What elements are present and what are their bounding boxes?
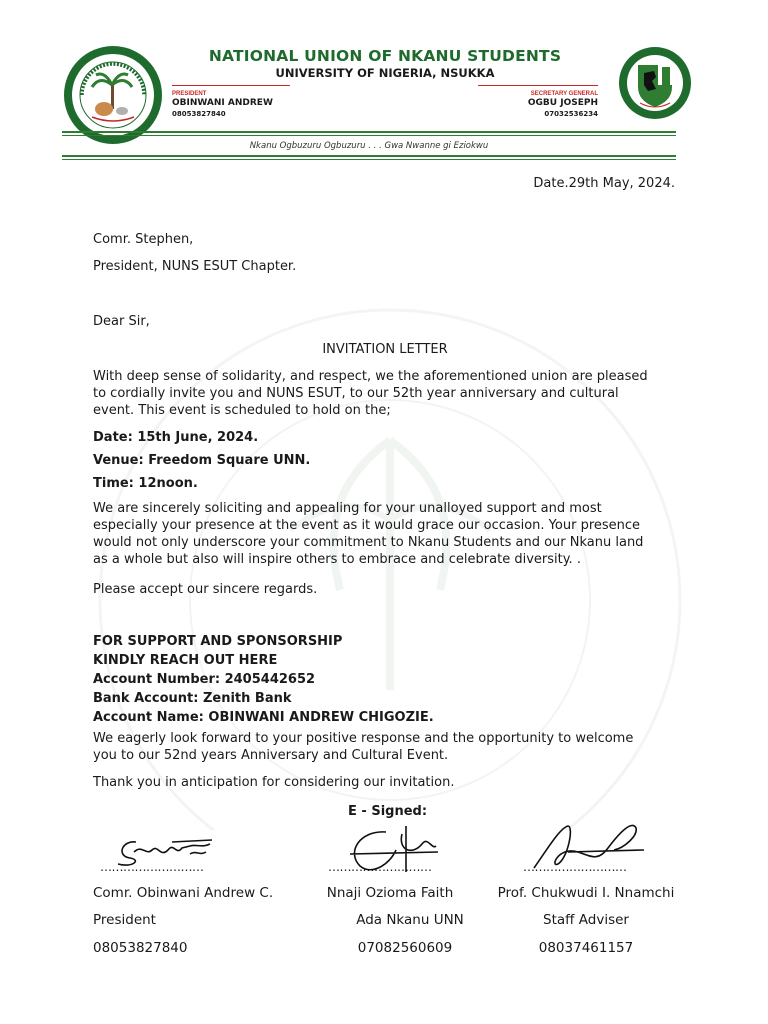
closing-line: you to our 52nd years Anniversary and Cultural Event. xyxy=(93,748,449,763)
university-logo-icon xyxy=(618,43,692,123)
recipient-title: President, NUNS ESUT Chapter. xyxy=(93,259,297,274)
president-signature xyxy=(112,832,222,872)
support-line: KINDLY REACH OUT HERE xyxy=(93,653,278,668)
appeal-line: would not only underscore your commitment to Nkanu Students and our Nkanu land xyxy=(93,535,644,550)
signatory-role: Staff Adviser xyxy=(543,912,629,928)
signatory-name: Nnaji Ozioma Faith xyxy=(326,885,454,901)
adviser-signature xyxy=(528,818,648,878)
header-rule-bottom-thin xyxy=(62,159,676,160)
appeal-line: especially your presence at the event as it would grace our occasion. Your presence xyxy=(93,518,641,533)
intro-paragraph xyxy=(93,368,683,419)
secretary-label: SECRETARY GENERAL xyxy=(530,91,598,97)
ada-signature xyxy=(340,820,440,880)
president-label: PRESIDENT xyxy=(172,91,207,97)
president-phone: 08053827840 xyxy=(172,110,226,118)
letter-date: Date.29th May, 2024. xyxy=(533,176,675,191)
union-motto: Nkanu Ogbuzuru Ogbuzuru . . . Gwa Nwanne gi Eziokwu xyxy=(249,141,489,151)
header-rule-top xyxy=(62,131,676,133)
university-name: UNIVERSITY OF NIGERIA, NSUKKA xyxy=(275,66,495,80)
intro-line: to cordially invite you and NUNS ESUT, to our 52th year anniversary and cultural xyxy=(93,386,619,401)
recipient-name: Comr. Stephen, xyxy=(93,232,194,247)
intro-line: With deep sense of solidarity, and respect, we the aforementioned union are pleased xyxy=(93,369,648,384)
signatory-phone: 08037461157 xyxy=(538,940,634,956)
secretary-phone: 07032536234 xyxy=(544,110,598,118)
bank-name: Bank Account: Zenith Bank xyxy=(93,691,292,706)
regards-line: Please accept our sincere regards. xyxy=(93,582,318,597)
president-divider xyxy=(172,85,290,86)
e-signed-label: E - Signed: xyxy=(348,804,428,819)
president-name: OBINWANI ANDREW xyxy=(172,98,273,108)
appeal-paragraph xyxy=(93,500,683,568)
signatory-name: Prof. Chukwudi I. Nnamchi xyxy=(497,885,675,901)
signature-line-president: ……………………… xyxy=(100,860,204,874)
account-name: Account Name: OBINWANI ANDREW CHIGOZIE. xyxy=(93,710,434,725)
salutation: Dear Sir, xyxy=(93,314,150,329)
letter-title: INVITATION LETTER xyxy=(322,342,448,357)
header-rule-top-thin xyxy=(62,135,676,136)
closing-paragraph xyxy=(93,730,683,764)
signatory-role: Ada Nkanu UNN xyxy=(356,912,464,928)
event-date: Date: 15th June, 2024. xyxy=(93,430,259,445)
signatory-phone: 07082560609 xyxy=(357,940,453,956)
closing-line: We eagerly look forward to your positive response and the opportunity to welcome xyxy=(93,731,634,746)
appeal-line: We are sincerely soliciting and appealing for your unalloyed support and most xyxy=(93,501,602,516)
secretary-divider xyxy=(478,85,598,86)
thanks-line: Thank you in anticipation for considering our invitation. xyxy=(93,775,455,790)
account-number: Account Number: 2405442652 xyxy=(93,672,316,687)
signatory-role: President xyxy=(93,912,156,928)
signatory-name: Comr. Obinwani Andrew C. xyxy=(93,885,274,901)
signature-line-ada: ……………………… xyxy=(328,860,432,874)
signatory-phone: 08053827840 xyxy=(93,940,188,956)
support-line: FOR SUPPORT AND SPONSORSHIP xyxy=(93,634,343,649)
event-venue: Venue: Freedom Square UNN. xyxy=(93,453,311,468)
intro-line: event. This event is scheduled to hold on the; xyxy=(93,403,391,418)
event-time: Time: 12noon. xyxy=(93,476,198,491)
secretary-name: OGBU JOSEPH xyxy=(527,98,598,108)
union-name: NATIONAL UNION OF NKANU STUDENTS xyxy=(208,47,562,65)
support-block xyxy=(93,632,683,727)
header-rule-bottom xyxy=(62,155,676,157)
signature-line-adviser: ……………………… xyxy=(523,860,627,874)
appeal-line: as a whole but also will inspire others to embrace and celebrate diversity. . xyxy=(93,552,581,567)
